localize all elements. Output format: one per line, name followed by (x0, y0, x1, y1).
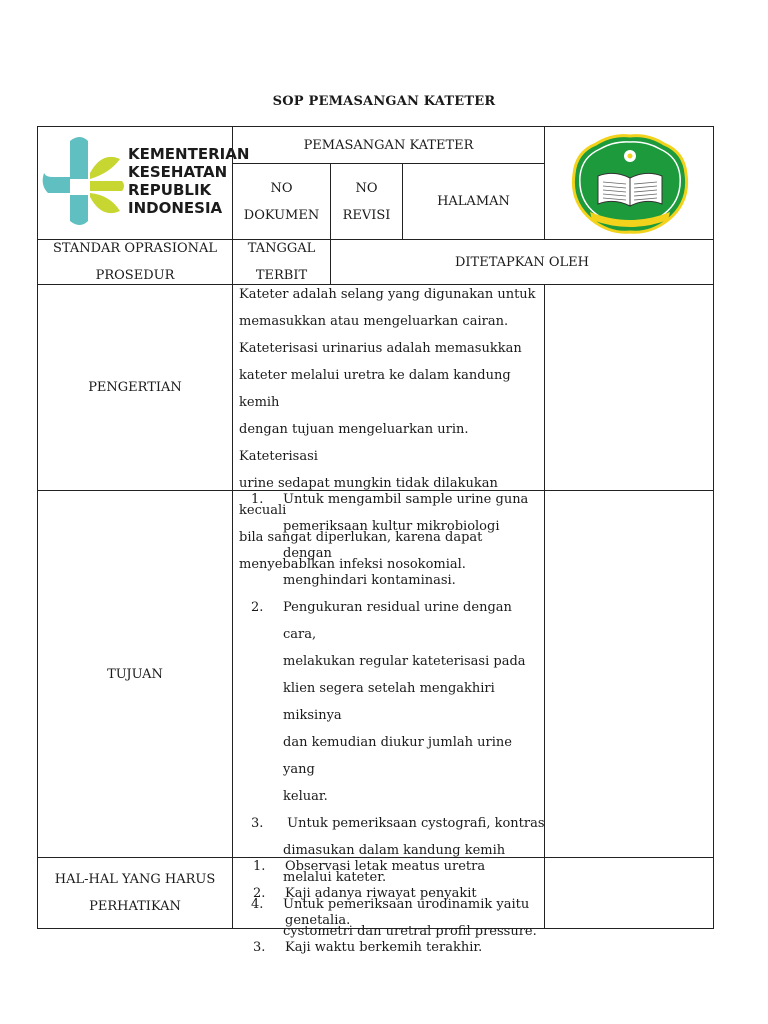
hal-item (233, 880, 544, 934)
pengertian-line: dengan tujuan mengeluarkan urin. Kateterisasi (239, 422, 469, 464)
halaman-text: HALAMAN (437, 194, 510, 209)
procedure-name (232, 126, 545, 164)
tujuan-label (37, 490, 233, 858)
hal-item (233, 934, 544, 961)
ministry-logo-icon (40, 133, 130, 233)
tujuan-blank-cell (544, 490, 714, 858)
ministry-name-line: INDONESIA (128, 199, 223, 217)
ministry-name-line: REPUBLIK (128, 181, 212, 199)
sop-label-line: PROSEDUR (95, 268, 175, 283)
tanggal-terbit-line: TANGGAL (247, 241, 316, 256)
tujuan-line: Untuk mengambil sample urine guna (283, 492, 529, 507)
tujuan-item (233, 594, 544, 810)
ministry-name-line: KESEHATAN (128, 163, 228, 181)
ditetapkan-oleh-text: DITETAPKAN OLEH (454, 254, 589, 270)
pengertian-line: Kateter adalah selang yang digunakan untuk (239, 287, 536, 302)
tujuan-line: Untuk pemeriksaan cystografi, kontras (283, 816, 545, 831)
tujuan-line: Untuk pemeriksaan urodinamik yaitu (283, 897, 530, 912)
tujuan-label-text: TUJUAN (107, 666, 163, 682)
list-number: 2. (251, 600, 264, 615)
pengertian-label-text: PENGERTIAN (88, 380, 182, 395)
tujuan-line: melalui kateter. (283, 870, 387, 885)
tanggal-terbit-cell (232, 239, 331, 285)
list-number: 2. (253, 886, 266, 901)
pengertian-line: urine sedapat mungkin tidak dilakukan kecuali (239, 476, 498, 518)
pengertian-line: Kateterisasi urinarius adalah memasukkan (239, 341, 522, 356)
no-dokumen-cell (232, 163, 331, 240)
no-revisi-line: NO (355, 180, 378, 196)
tujuan-line: cystometri dan uretral profil pressure. (283, 924, 537, 939)
pengertian-line: menyebablkan infeksi nosokomial. (239, 557, 466, 572)
hal-item-text: Kaji adanya riwayat penyakit genetalia. (285, 886, 477, 928)
tujuan-line: dan kemudian diukur jumlah urine yang (283, 735, 512, 777)
ministry-name-line: KEMENTERIAN (128, 145, 250, 163)
hal-label-line: HAL-HAL YANG HARUS (54, 872, 216, 887)
no-revisi-line: REVISI (342, 207, 391, 223)
pengertian-line: kateter melalui uretra ke dalam kandung kemih (239, 368, 511, 410)
pengertian-blank-cell (544, 284, 714, 491)
list-number: 3. (251, 816, 264, 831)
sop-label-line: STANDAR OPRASIONAL (52, 241, 218, 256)
list-number: 3. (253, 940, 266, 955)
hal-label (37, 857, 233, 929)
hal-item (233, 853, 544, 880)
tujuan-line: dimasukan dalam kandung kemih (283, 843, 506, 858)
tujuan-line: Pengukuran residual urine dengan cara, (283, 600, 512, 642)
hal-item-text: Kaji waktu berkemih terakhir. (285, 940, 483, 955)
document-title: SOP PEMASANGAN KATETER (272, 94, 496, 109)
procedure-name-text: PEMASANGAN KATETER (303, 137, 474, 153)
hal-blank-cell (544, 857, 714, 929)
sop-label-cell (37, 239, 233, 285)
no-revisi-cell (330, 163, 403, 240)
school-emblem-icon (568, 132, 692, 236)
list-number: 1. (251, 492, 264, 507)
tujuan-line: klien segera setelah mengakhiri miksinya (283, 681, 495, 723)
pengertian-line: bila sangat diperlukan, karena dapat (239, 530, 483, 545)
pengertian-line: memasukkan atau mengeluarkan cairan. (239, 314, 509, 329)
logo-cell (37, 126, 250, 240)
no-dokumen-line: DOKUMEN (243, 207, 320, 223)
pengertian-label (37, 284, 233, 491)
tujuan-line: pemeriksaan kultur mikrobiologi dengan (283, 519, 500, 561)
tujuan-item (233, 486, 544, 594)
halaman-cell (402, 163, 545, 240)
hal-label-line: PERHATIKAN (89, 899, 181, 914)
tujuan-line: menghindari kontaminasi. (283, 573, 456, 588)
list-number: 1. (253, 859, 266, 874)
tanggal-terbit-line: TERBIT (255, 268, 308, 283)
hal-item-text: Observasi letak meatus uretra (285, 859, 486, 874)
ditetapkan-oleh-cell (330, 239, 714, 285)
no-dokumen-line: NO (270, 180, 293, 196)
list-number: 4. (251, 897, 264, 912)
emblem-cell (544, 126, 714, 240)
tujuan-line: melakukan regular kateterisasi pada (283, 654, 526, 669)
tujuan-line: keluar. (283, 789, 328, 804)
